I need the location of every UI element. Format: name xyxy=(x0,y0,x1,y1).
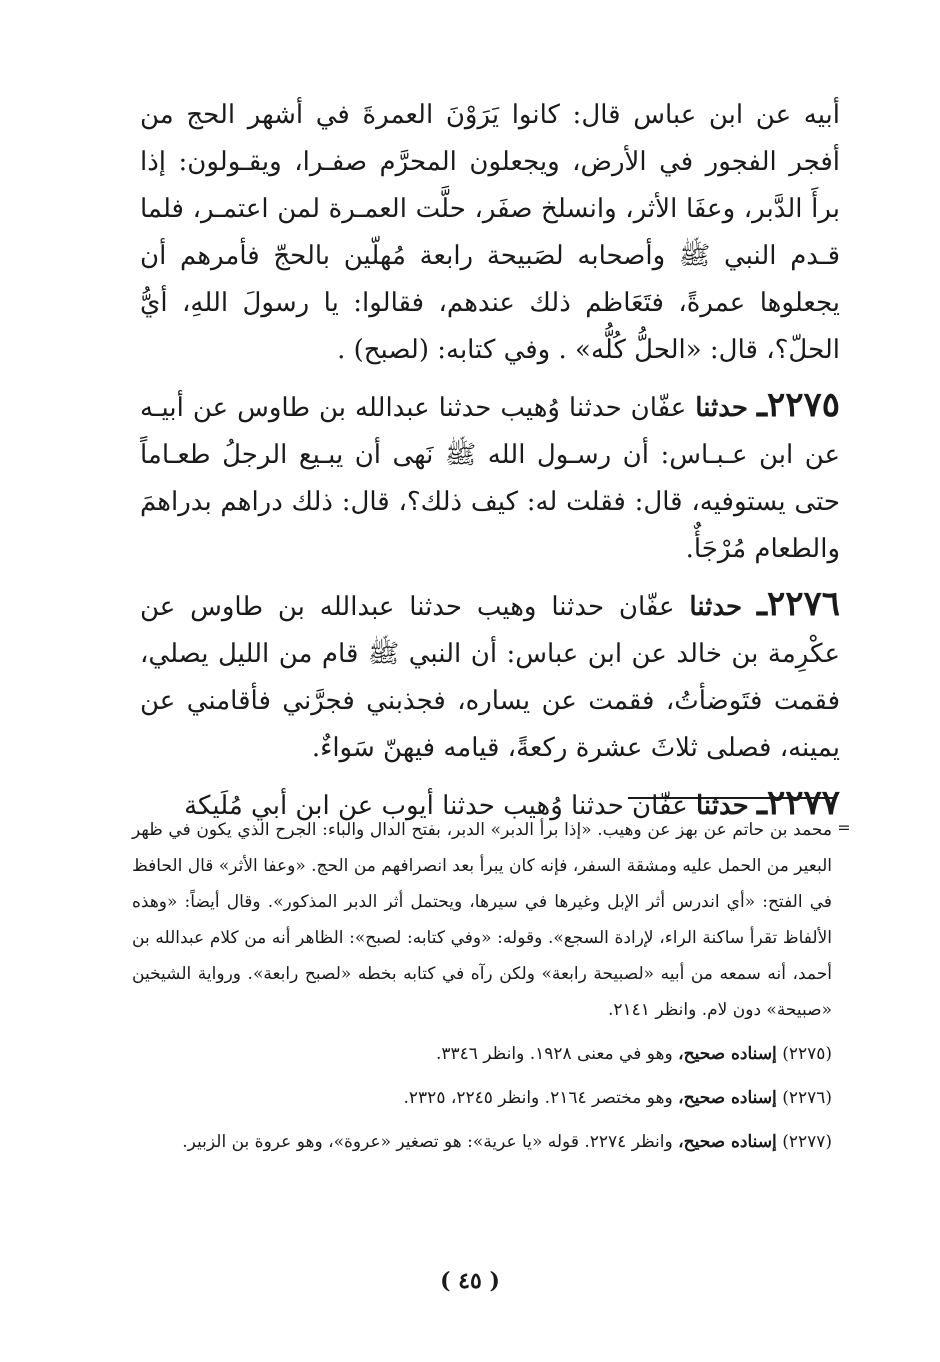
hadith-text: عفّان حدثنا وهيب حدثنا عبدالله بن طاوس عن عكْرِمة بن خالد عن ابن عباس: أن النبي ﷺ قام من الليل يصلي، فقمت فتَوضأتُ، فقمت عن يساره، فجذبني فجرَّني فأقامني عن يمينه، فصلى ثلاثَ عشرة ركعةً، قيامه فيهنّ سَواءٌ. xyxy=(140,592,840,763)
paragraph-continued: أبيه عن ابن عباس قال: كانوا يَرَوْنَ العمرةَ في أشهر الحج من أفجر الفجور في الأرض، ويجعلون المحرَّم صفـرا، ويقـولون: إذا برأَ الدَّبر، وعفَا الأثر، وانسلخ صفَر، حلَّت العمـرة لمن اعتمـر، فلما قـدم النبي ﷺ وأصحابه لصَبيحة رابعة مُهلّين بالحجّ فأمرهم أن يجعلوها عمرةً، فتَعَاظم ذلك عندهم، فقالوا: يا رسولَ اللهِ، أيُّ الحلّ؟، قال: «الحلُّ كُلُّه» . وفي كتابه: (لصبح) . xyxy=(140,100,840,365)
footnote-2276 xyxy=(132,1080,832,1116)
hadith-2276 xyxy=(140,581,840,772)
footnote-text: وهو مختصر ٢١٦٤. وانظر ٢٢٤٥، ٢٣٢٥. xyxy=(403,1088,679,1108)
footnote-number: (٢٢٧٥) xyxy=(782,1044,832,1064)
footnote-number: (٢٢٧٦) xyxy=(782,1088,832,1108)
hadith-number: ٢٢٧٥ـ xyxy=(756,385,840,425)
footnote-text: وهو في معنى ١٩٢٨. وانظر ٣٣٤٦. xyxy=(435,1044,679,1064)
hadith-number: ٢٢٧٧ـ xyxy=(756,783,840,823)
footnote-continued: محمد بن حاتم عن بهز عن وهيب. «إذا برأ الدبر» الدبر، بفتح الدال والباء: الجرح الذي يكون في ظهر البعير من الحمل عليه ومشقة السفر، فإنه كان يبرأ بعد انصرافهم من الحج. «وعفا الأثر» قال الحافظ في الفتح: «أي اندرس أثر الإبل وغيرها في سيرها، ويحتمل أثر الدبر المذكور». وقال أيضاً: «وهذه الألفاظ تقرأ ساكنة الراء، لإرادة السجع». وقوله: «وفي كتابه: لصبح»: الظاهر أنه من كلام عبدالله بن أحمد، أنه سمعه من أبيه «لصبيحة رابعة» ولكن رآه في كتابه بخطه «لصبح رابعة». ورواية الشيخين «صبيحة» دون لام. وانظر ٢١٤١. xyxy=(132,820,832,1020)
footnote-2275 xyxy=(132,1036,832,1072)
footnote-grade: إسناده صحيح، xyxy=(678,1088,777,1108)
hadith-number: ٢٢٧٦ـ xyxy=(756,584,840,624)
hadith-label: حدثنا xyxy=(695,791,749,821)
hadith-text: عفّان حدثنا وُهيب حدثنا عبدالله بن طاوس عن أبيـه عن ابن عـبـاس: أن رسـول الله ﷺ نَهى أن يبـيع الرجلُ طعـاماً حتى يستوفيه، قال: فقلت له: كيف ذلك؟، قال: ذلك دراهم بدراهمَ والطعام مُرْجَأٌ. xyxy=(140,393,840,564)
footnotes xyxy=(132,812,832,1160)
footnote-text: وانظر ٢٢٧٤. قوله «يا عرية»: هو تصغير «عروة»، وهو عروة بن الزبير. xyxy=(182,1132,679,1152)
hadith-label: حدثنا xyxy=(695,393,749,423)
footnote-grade: إسناده صحيح، xyxy=(678,1132,777,1152)
hadith-text: عفّان حدثنا وُهيب حدثنا أيوب عن ابن أبي مُلَيكة xyxy=(184,791,696,821)
footnote-2277 xyxy=(132,1124,832,1160)
continuation-mark: = xyxy=(837,818,851,837)
hadith-2275 xyxy=(140,382,840,573)
footnote-number: (٢٢٧٧) xyxy=(782,1132,832,1152)
footnote-grade: إسناده صحيح، xyxy=(678,1044,777,1064)
main-text xyxy=(140,92,840,830)
page-number: ( ٤٥ ) xyxy=(440,1268,500,1294)
footnote-separator xyxy=(628,797,836,799)
hadith-label: حدثنا xyxy=(689,592,743,622)
